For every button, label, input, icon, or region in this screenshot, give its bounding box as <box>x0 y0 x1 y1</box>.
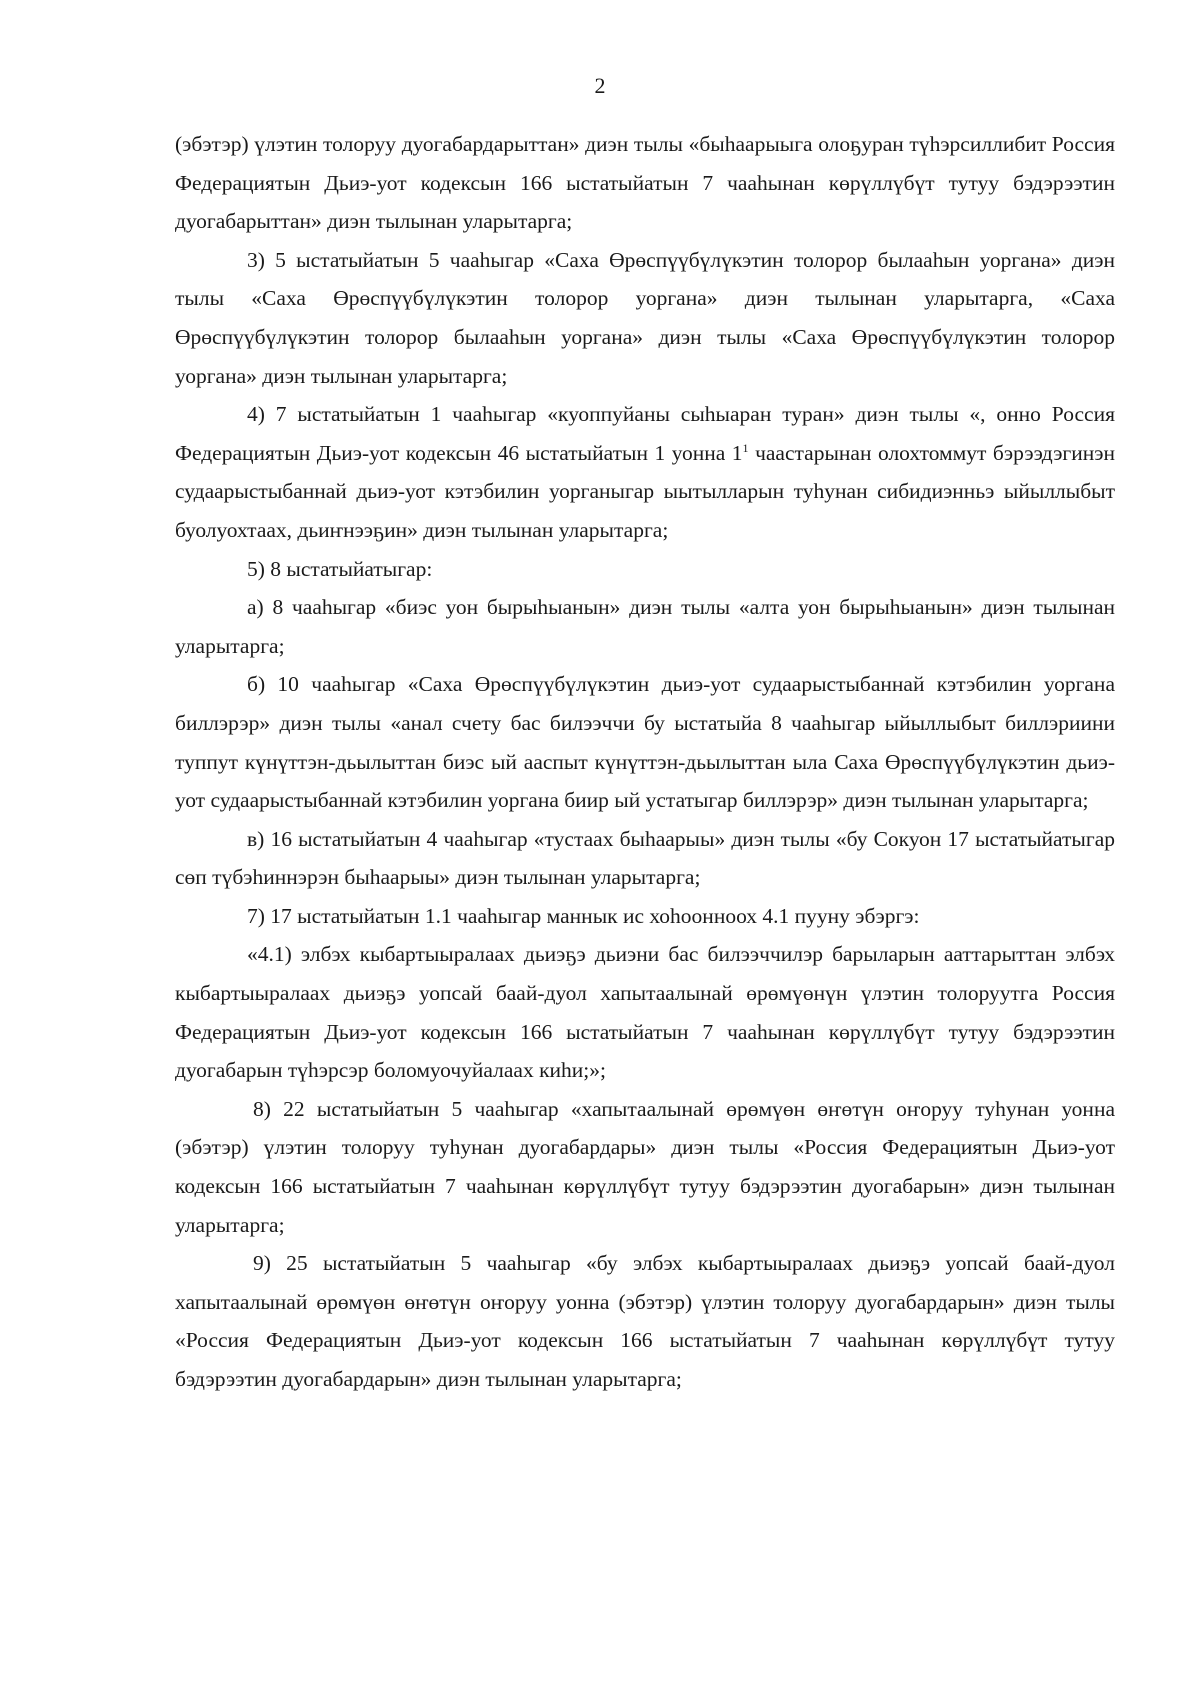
paragraph-item-8: 8) 22 ыстатыйатын 5 чааһыгар «хапытаалынай өрөмүөн өҥөтүн оҥоруу туһунан уонна (эбэтэр) үлэтин толоруу туһунан дуогабардары» диэн тылы «Россия Федерациятын Дьиэ-уот кодексын 166 ыстатыйатын 7 чааһынан көрүллүбүт тутуу бэдэрээтин дуогабарын» диэн тылынан уларытарга; <box>175 1096 1115 1237</box>
paragraph-item-4-text-after: чаастарынан олохтоммут бэрээдэгинэн судаарыстыбаннай дьиэ-уот кэтэбилин уорганыгар ыытылларын туһунан сибидиэнньэ ыйыллыбыт буолуохтаах, дьиҥнээҕин» диэн тылынан уларытарга; <box>175 440 1115 542</box>
page-number: 2 <box>594 73 606 98</box>
paragraph-item-7: 7) 17 ыстатыйатын 1.1 чааһыгар маннык ис хоһоонноох 4.1 пууну эбэргэ: <box>247 903 920 928</box>
paragraph-item-7-quote: «4.1) элбэх кыбартыыралаах дьиэҕэ дьиэни бас билээччилэр барыларын ааттарыттан элбэх кыбартыыралаах дьиэҕэ уопсай баай-дуол хапытаалынай өрөмүөнүн үлэтин толоруутга Россия Федерациятын Дьиэ-уот кодексын 166 ыстатыйатын 7 чааһынан көрүллүбүт тутуу бэдэрээтин дуогабарын түһэрсэр боломуочуйалаах киһи;»; <box>175 942 1115 1083</box>
paragraph-item-4 <box>175 395 1115 549</box>
paragraph-item-9: 9) 25 ыстатыйатын 5 чааһыгар «бу элбэх кыбартыыралаах дьиэҕэ уопсай баай-дуол хапытаалынай өрөмүөн өҥөтүн оҥоруу уонна (эбэтэр) үлэтин толоруу дуогабардарын» диэн тылы «Россия Федерациятын Дьиэ-уот кодексын 166 ыстатыйатын 7 чааһынан көрүллүбүт тутуу бэдэрээтин дуогабардарын» диэн тылынан уларытарга; <box>175 1251 1115 1391</box>
superscript: 1 <box>742 440 749 455</box>
paragraph-continuation: (эбэтэр) үлэтин толоруу дуогабардарыттан» диэн тылы «быһаарыыга олоҕуран түһэрсиллибит Россия Федерациятын Дьиэ-уот кодексын 166 ыстатыйатын 7 чааһынан көрүллүбүт тутуу бэдэрээтин дуогабарыттан» диэн тылынан уларытарга; <box>175 132 1115 234</box>
paragraph-item-4-text-before: 4) 7 ыстатыйатын 1 чааһыгар «куоппуйаны сыһыаран туран» диэн тылы «, онно Россия Федерациятын Дьиэ-уот кодексын 46 ыстатыйатын 1 уонна 1 <box>175 402 1115 465</box>
paragraph-item-3: 3) 5 ыстатыйатын 5 чааһыгар «Саха Өрөспүүбүлүкэтин толорор былааһын уоргана» диэн тылы «Саха Өрөспүүбүлүкэтин толорор уоргана» диэн тылынан уларытарга, «Саха Өрөспүүбүлүкэтин толорор былааһын уоргана» диэн тылы «Саха Өрөспүүбүлүкэтин толорор уоргана» диэн тылынан уларытарга; <box>175 247 1115 388</box>
paragraph-item-6: в) 16 ыстатыйатын 4 чааһыгар «тустаах быһаарыы» диэн тылы «бу Сокуон 17 ыстатыйатыгар сөп түбэһиннэрэн быһаарыы» диэн тылынан уларытарга; <box>175 826 1115 890</box>
paragraph-item-5a: а) 8 чааһыгар «биэс уон бырыһыанын» диэн тылы «алта уон бырыһыанын» диэн тылынан уларытарга; <box>175 595 1115 658</box>
paragraph-item-5b: б) 10 чааһыгар «Саха Өрөспүүбүлүкэтин дьиэ-уот судаарыстыбаннай кэтэбилин уоргана биллэрэр» диэн тылы «анал счету бас билээччи бу ыстатыйа 8 чааһыгар ыйыллыбыт биллэриини туппут күнүттэн-дьылыттан биэс ый ааспыт күнүттэн-дьылыттан ыла Саха Өрөспүүбүлүкэтин дьиэ-уот судаарыстыбаннай кэтэбилин уоргана биир ый устатыгар биллэрэр» диэн тылынан уларытарга; <box>175 672 1115 813</box>
paragraph-item-5: 5) 8 ыстатыйатыгар: <box>247 556 433 581</box>
document-body <box>175 125 1115 1399</box>
